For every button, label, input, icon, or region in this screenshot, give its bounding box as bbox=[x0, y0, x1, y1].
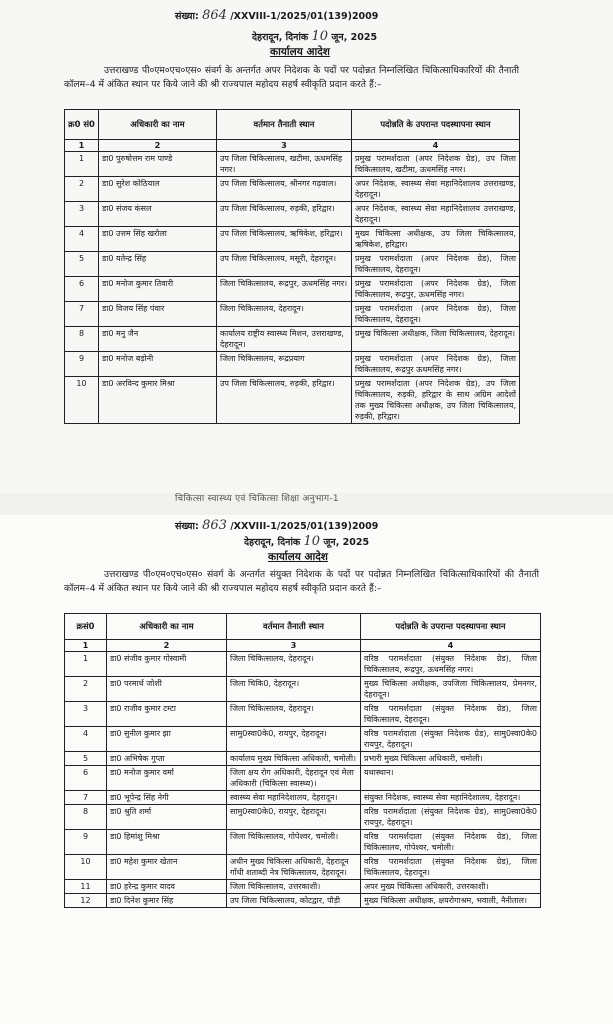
table-row bbox=[65, 727, 541, 752]
current-posting-cell: जिला चिकित्सालय, देहरादून। bbox=[227, 702, 361, 727]
order-number-suffix: /XXVIII-1/2025/01(139)2009 bbox=[230, 521, 379, 532]
current-posting-cell: उप जिला चिकित्सालय, कोटद्वार, पौड़ी bbox=[227, 894, 361, 908]
order-number-line bbox=[175, 8, 378, 23]
table-row bbox=[65, 252, 520, 277]
order-number-line bbox=[175, 518, 378, 533]
column-number: 1 bbox=[65, 640, 107, 652]
table-row bbox=[65, 352, 520, 377]
new-posting-cell: प्रमुख परामर्शदाता (अपर निदेशक ग्रेड), जिला चिकित्सालय, देहरादून। bbox=[352, 252, 520, 277]
column-number: 3 bbox=[217, 140, 352, 152]
current-posting-cell: उप जिला चिकित्सालय, रुड़की, हरिद्वार। bbox=[217, 202, 352, 227]
table-row bbox=[65, 880, 541, 894]
column-number: 2 bbox=[99, 140, 217, 152]
officer-name-cell: डा0 हरेन्द्र कुमार यादव bbox=[107, 880, 227, 894]
place-date-suffix: जून, 2025 bbox=[323, 537, 370, 548]
serial-number-cell: 1 bbox=[65, 152, 99, 177]
posting-table bbox=[64, 109, 520, 424]
serial-number-cell: 3 bbox=[65, 702, 107, 727]
officer-name-cell: डा0 परमार्थ जोशी bbox=[107, 677, 227, 702]
officer-name-cell: डा0 मनोज बड़ोनी bbox=[99, 352, 217, 377]
current-posting-cell: कार्यालय राष्ट्रीय स्वास्थ्य मिशन, उत्तराखण्ड, देहरादून। bbox=[217, 327, 352, 352]
torn-page-strip bbox=[0, 493, 613, 515]
order-number-prefix: संख्या: bbox=[175, 521, 199, 532]
officer-name-cell: डा0 हिमांशु मिश्रा bbox=[107, 830, 227, 855]
new-posting-cell: प्रमुख परामर्शदाता (अपर निदेशक ग्रेड), जिला चिकित्सालय, रूद्रपुर, ऊधमसिंह नगर। bbox=[352, 277, 520, 302]
column-number-row bbox=[65, 640, 541, 652]
officer-name-cell: डा0 महेश कुमार खेतान bbox=[107, 855, 227, 880]
order-number-handwritten: 864 bbox=[202, 8, 227, 23]
officer-name-cell: डा0 उत्तम सिंह खरोला bbox=[99, 227, 217, 252]
officer-name-cell: डा0 सुनील कुमार झा bbox=[107, 727, 227, 752]
current-posting-cell: जिला चिकि0, देहरादून। bbox=[227, 677, 361, 702]
officer-name-cell: डा0 श्रुति शर्मा bbox=[107, 805, 227, 830]
officer-name-cell: डा0 मनोज कुमार तिवारी bbox=[99, 277, 217, 302]
column-number: 4 bbox=[361, 640, 541, 652]
current-posting-cell: सामु0स्वा0के0, रायपुर, देहरादून। bbox=[227, 805, 361, 830]
current-posting-cell: जिला चिकित्सालय, रूद्रप्रयाग bbox=[217, 352, 352, 377]
table-row bbox=[65, 894, 541, 908]
table-body bbox=[65, 652, 541, 908]
order-title: कार्यालय आदेश bbox=[268, 551, 328, 563]
date-handwritten: 10 bbox=[311, 29, 329, 44]
table-row bbox=[65, 752, 541, 766]
header-current-posting: वर्तमान तैनाती स्थान bbox=[217, 110, 352, 140]
strip-partial-text: चिकित्सा स्वास्थ्य एवं चिकित्सा शिक्षा अनुभाग-1 bbox=[175, 494, 339, 504]
new-posting-cell: मुख्य चिकित्सा अधीक्षक, उपजिला चिकित्सालय, प्रेमनगर, देहरादून। bbox=[361, 677, 541, 702]
column-number: 1 bbox=[65, 140, 99, 152]
table-header-row bbox=[65, 110, 520, 140]
serial-number-cell: 10 bbox=[65, 855, 107, 880]
new-posting-cell: प्रभारी मुख्य चिकित्सा अधिकारी, चमोली। bbox=[361, 752, 541, 766]
new-posting-cell: वरिष्ठ परामर्शदाता (संयुक्त निदेशक ग्रेड), जिला चिकित्सालय, देहरादून। bbox=[361, 702, 541, 727]
officer-name-cell: डा0 मनोज कुमार वर्मा bbox=[107, 766, 227, 791]
office-order-863 bbox=[0, 515, 613, 1024]
officer-name-cell: डा0 दिनेश कुमार सिंह bbox=[107, 894, 227, 908]
place-date-prefix: देहरादून, दिनांक bbox=[244, 537, 301, 548]
date-handwritten: 10 bbox=[303, 534, 321, 549]
serial-number-cell: 7 bbox=[65, 791, 107, 805]
table-row bbox=[65, 702, 541, 727]
new-posting-cell: वरिष्ठ परामर्शदाता (संयुक्त निदेशक ग्रेड), जिला चिकित्सालय, देहरादून। bbox=[361, 855, 541, 880]
header-current-posting: वर्तमान तैनाती स्थान bbox=[227, 614, 361, 640]
officer-name-cell: डा0 अरविन्द कुमार मिश्रा bbox=[99, 377, 217, 424]
serial-number-cell: 10 bbox=[65, 377, 99, 424]
current-posting-cell: उप जिला चिकित्सालय, ऋषिकेश, हरिद्वार। bbox=[217, 227, 352, 252]
column-number: 2 bbox=[107, 640, 227, 652]
current-posting-cell: जिला क्षय रोग अधिकारी, देहरादून एवं मेला अधिकारी (चिकित्सा स्वास्थ्य)। bbox=[227, 766, 361, 791]
current-posting-cell: जिला चिकित्सालय, रूद्रपुर, ऊधमसिंह नगर। bbox=[217, 277, 352, 302]
table-row bbox=[65, 805, 541, 830]
current-posting-cell: जिला चिकित्सालय, देहरादून। bbox=[217, 302, 352, 327]
header-serial: क्रसं0 bbox=[65, 614, 107, 640]
header-new-posting: पदोन्नति के उपरान्त पदस्थापना स्थान bbox=[361, 614, 541, 640]
new-posting-cell: मुख्य चिकित्सा अधीक्षक, क्षयरोगाश्रम, भवाली, नैनीताल। bbox=[361, 894, 541, 908]
order-number-prefix: संख्या: bbox=[175, 11, 199, 22]
order-number-handwritten: 863 bbox=[202, 518, 227, 533]
new-posting-cell: प्रमुख परामर्शदाता (अपर निदेशक ग्रेड), जिला चिकित्सालय, देहरादून। bbox=[352, 302, 520, 327]
place-date-suffix: जून, 2025 bbox=[331, 32, 378, 43]
table-row bbox=[65, 327, 520, 352]
table-row bbox=[65, 152, 520, 177]
serial-number-cell: 8 bbox=[65, 327, 99, 352]
table-row bbox=[65, 177, 520, 202]
order-intro-paragraph: उत्तराखण्ड पी०एम०एच०एस० संवर्ग के अन्तर्गत संयुक्त निदेशक के पदों पर पदोन्नत निम्नलिखित चिकित्साधिकारियों की तैनाती कॉलम–4 में अंकित स्थान पर किये जाने की श्री राज्यपाल महोदय सहर्ष स्वीकृति प्रदान करते हैं:– bbox=[64, 569, 539, 594]
new-posting-cell: वरिष्ठ परामर्शदाता (संयुक्त निदेशक ग्रेड), जिला चिकित्सालय, गोपेश्वर, चमोली। bbox=[361, 830, 541, 855]
new-posting-cell: प्रमुख परामर्शदाता (अपर निदेशक ग्रेड), उप जिला चिकित्सालय, खटीमा, ऊधमसिंह नगर। bbox=[352, 152, 520, 177]
officer-name-cell: डा0 भूपेन्द्र सिंह नेगी bbox=[107, 791, 227, 805]
table-row bbox=[65, 830, 541, 855]
column-number: 3 bbox=[227, 640, 361, 652]
serial-number-cell: 7 bbox=[65, 302, 99, 327]
officer-name-cell: डा0 यतेन्द्र सिंह bbox=[99, 252, 217, 277]
officer-name-cell: डा0 विजय सिंह पंवार bbox=[99, 302, 217, 327]
new-posting-cell: अपर निदेशक, स्वास्थ्य सेवा महानिदेशालय उत्तराखण्ड, देहरादून। bbox=[352, 202, 520, 227]
serial-number-cell: 11 bbox=[65, 880, 107, 894]
serial-number-cell: 3 bbox=[65, 202, 99, 227]
header-officer-name: अधिकारी का नाम bbox=[107, 614, 227, 640]
new-posting-cell: प्रमुख चिकित्सा अधीक्षक, जिला चिकित्सालय, देहरादून। bbox=[352, 327, 520, 352]
current-posting-cell: उप जिला चिकित्सालय, खटीमा, ऊधमसिंह नगर। bbox=[217, 152, 352, 177]
officer-name-cell: डा0 अभिषेक गुप्ता bbox=[107, 752, 227, 766]
table-row bbox=[65, 855, 541, 880]
order-title: कार्यालय आदेश bbox=[270, 46, 330, 58]
new-posting-cell: यथास्थान। bbox=[361, 766, 541, 791]
serial-number-cell: 5 bbox=[65, 752, 107, 766]
table-row bbox=[65, 277, 520, 302]
place-date-line bbox=[244, 534, 369, 549]
table-row bbox=[65, 227, 520, 252]
current-posting-cell: अधीन मुख्य चिकित्सा अधिकारी, देहरादून गाँधी शताब्दी नेत्र चिकित्सालय, देहरादून। bbox=[227, 855, 361, 880]
officer-name-cell: डा0 संजीव कुमार गोस्वामी bbox=[107, 652, 227, 677]
serial-number-cell: 4 bbox=[65, 227, 99, 252]
order-intro-paragraph: उत्तराखण्ड पी०एम०एच०एस० संवर्ग के अन्तर्गत अपर निदेशक के पदों पर पदोन्नत निम्नलिखित चिकित्साधिकारियों की तैनाती कॉलम–4 में अंकित स्थान पर किये जाने की श्री राज्यपाल महोदय सहर्ष स्वीकृति प्रदान करते हैं:– bbox=[64, 65, 519, 90]
serial-number-cell: 12 bbox=[65, 894, 107, 908]
current-posting-cell: उप जिला चिकित्सालय, रुड़की, हरिद्वार। bbox=[217, 377, 352, 424]
table-row bbox=[65, 202, 520, 227]
current-posting-cell: जिला चिकित्सालय, उत्तरकाशी। bbox=[227, 880, 361, 894]
serial-number-cell: 2 bbox=[65, 677, 107, 702]
serial-number-cell: 5 bbox=[65, 252, 99, 277]
serial-number-cell: 2 bbox=[65, 177, 99, 202]
posting-table bbox=[64, 613, 541, 908]
order-number-suffix: /XXVIII-1/2025/01(139)2009 bbox=[230, 11, 379, 22]
new-posting-cell: प्रमुख परामर्शदाता (अपर निदेशक ग्रेड), उप जिला चिकित्सालय, रुड़की, हरिद्वार के साथ अग्रिम आदेशों तक मुख्य चिकित्सा अधीक्षक, उप जिला चिकित्सालय, रुड़की, हरिद्वार। bbox=[352, 377, 520, 424]
serial-number-cell: 4 bbox=[65, 727, 107, 752]
new-posting-cell: संयुक्त निदेशक, स्वास्थ्य सेवा महानिदेशालय, देहरादून। bbox=[361, 791, 541, 805]
current-posting-cell: जिला चिकित्सालय, गोपेश्वर, चमोली। bbox=[227, 830, 361, 855]
officer-name-cell: डा0 सुरेश कोठियाल bbox=[99, 177, 217, 202]
column-number: 4 bbox=[352, 140, 520, 152]
office-order-864 bbox=[0, 0, 613, 493]
header-serial: क्र0 सं0 bbox=[65, 110, 99, 140]
new-posting-cell: प्रमुख परामर्शदाता (अपर निदेशक ग्रेड), जिला चिकित्सालय, रूद्रपुर ऊधमसिंह नगर। bbox=[352, 352, 520, 377]
serial-number-cell: 9 bbox=[65, 352, 99, 377]
officer-name-cell: डा0 राजीव कुमार टम्टा bbox=[107, 702, 227, 727]
new-posting-cell: अपर निदेशक, स्वास्थ्य सेवा महानिदेशालय उत्तराखण्ड, देहरादून। bbox=[352, 177, 520, 202]
officer-name-cell: डा0 संजय कंसल bbox=[99, 202, 217, 227]
new-posting-cell: वरिष्ठ परामर्शदाता (संयुक्त निदेशक ग्रेड), जिला चिकित्सालय, रूद्रपुर, ऊधमसिंह नगर। bbox=[361, 652, 541, 677]
serial-number-cell: 6 bbox=[65, 277, 99, 302]
table-row bbox=[65, 766, 541, 791]
place-date-line bbox=[252, 29, 377, 44]
serial-number-cell: 9 bbox=[65, 830, 107, 855]
current-posting-cell: जिला चिकित्सालय, देहरादून। bbox=[227, 652, 361, 677]
serial-number-cell: 6 bbox=[65, 766, 107, 791]
place-date-prefix: देहरादून, दिनांक bbox=[252, 32, 309, 43]
table-row bbox=[65, 791, 541, 805]
current-posting-cell: स्वास्थ्य सेवा महानिदेशालय, देहरादून। bbox=[227, 791, 361, 805]
serial-number-cell: 1 bbox=[65, 652, 107, 677]
current-posting-cell: कार्यालय मुख्य चिकित्सा अधिकारी, चमोली। bbox=[227, 752, 361, 766]
officer-name-cell: डा0 मनु जैन bbox=[99, 327, 217, 352]
header-officer-name: अधिकारी का नाम bbox=[99, 110, 217, 140]
new-posting-cell: अपर मुख्य चिकित्सा अधिकारी, उत्तरकाशी। bbox=[361, 880, 541, 894]
column-number-row bbox=[65, 140, 520, 152]
current-posting-cell: उप जिला चिकित्सालय, मसूरी, देहरादून। bbox=[217, 252, 352, 277]
header-new-posting: पदोन्नति के उपरान्त पदस्थापना स्थान bbox=[352, 110, 520, 140]
table-body bbox=[65, 152, 520, 424]
current-posting-cell: उप जिला चिकित्सालय, श्रीनगर गढ़वाल। bbox=[217, 177, 352, 202]
table-header-row bbox=[65, 614, 541, 640]
officer-name-cell: डा0 पुरुषोत्तम राम पाण्डे bbox=[99, 152, 217, 177]
serial-number-cell: 8 bbox=[65, 805, 107, 830]
current-posting-cell: सामु0स्वा0के0, रायपुर, देहरादून। bbox=[227, 727, 361, 752]
new-posting-cell: वरिष्ठ परामर्शदाता (संयुक्त निदेशक ग्रेड), सामु0स्वा0के0 रायपुर, देहरादून। bbox=[361, 805, 541, 830]
table-row bbox=[65, 302, 520, 327]
new-posting-cell: वरिष्ठ परामर्शदाता (संयुक्त निदेशक ग्रेड), सामु0स्वा0के0 रायपुर, देहरादून। bbox=[361, 727, 541, 752]
table-row bbox=[65, 652, 541, 677]
table-row bbox=[65, 377, 520, 424]
table-row bbox=[65, 677, 541, 702]
new-posting-cell: मुख्य चिकित्सा अधीक्षक, उप जिला चिकित्सालय, ऋषिकेश, हरिद्वार। bbox=[352, 227, 520, 252]
